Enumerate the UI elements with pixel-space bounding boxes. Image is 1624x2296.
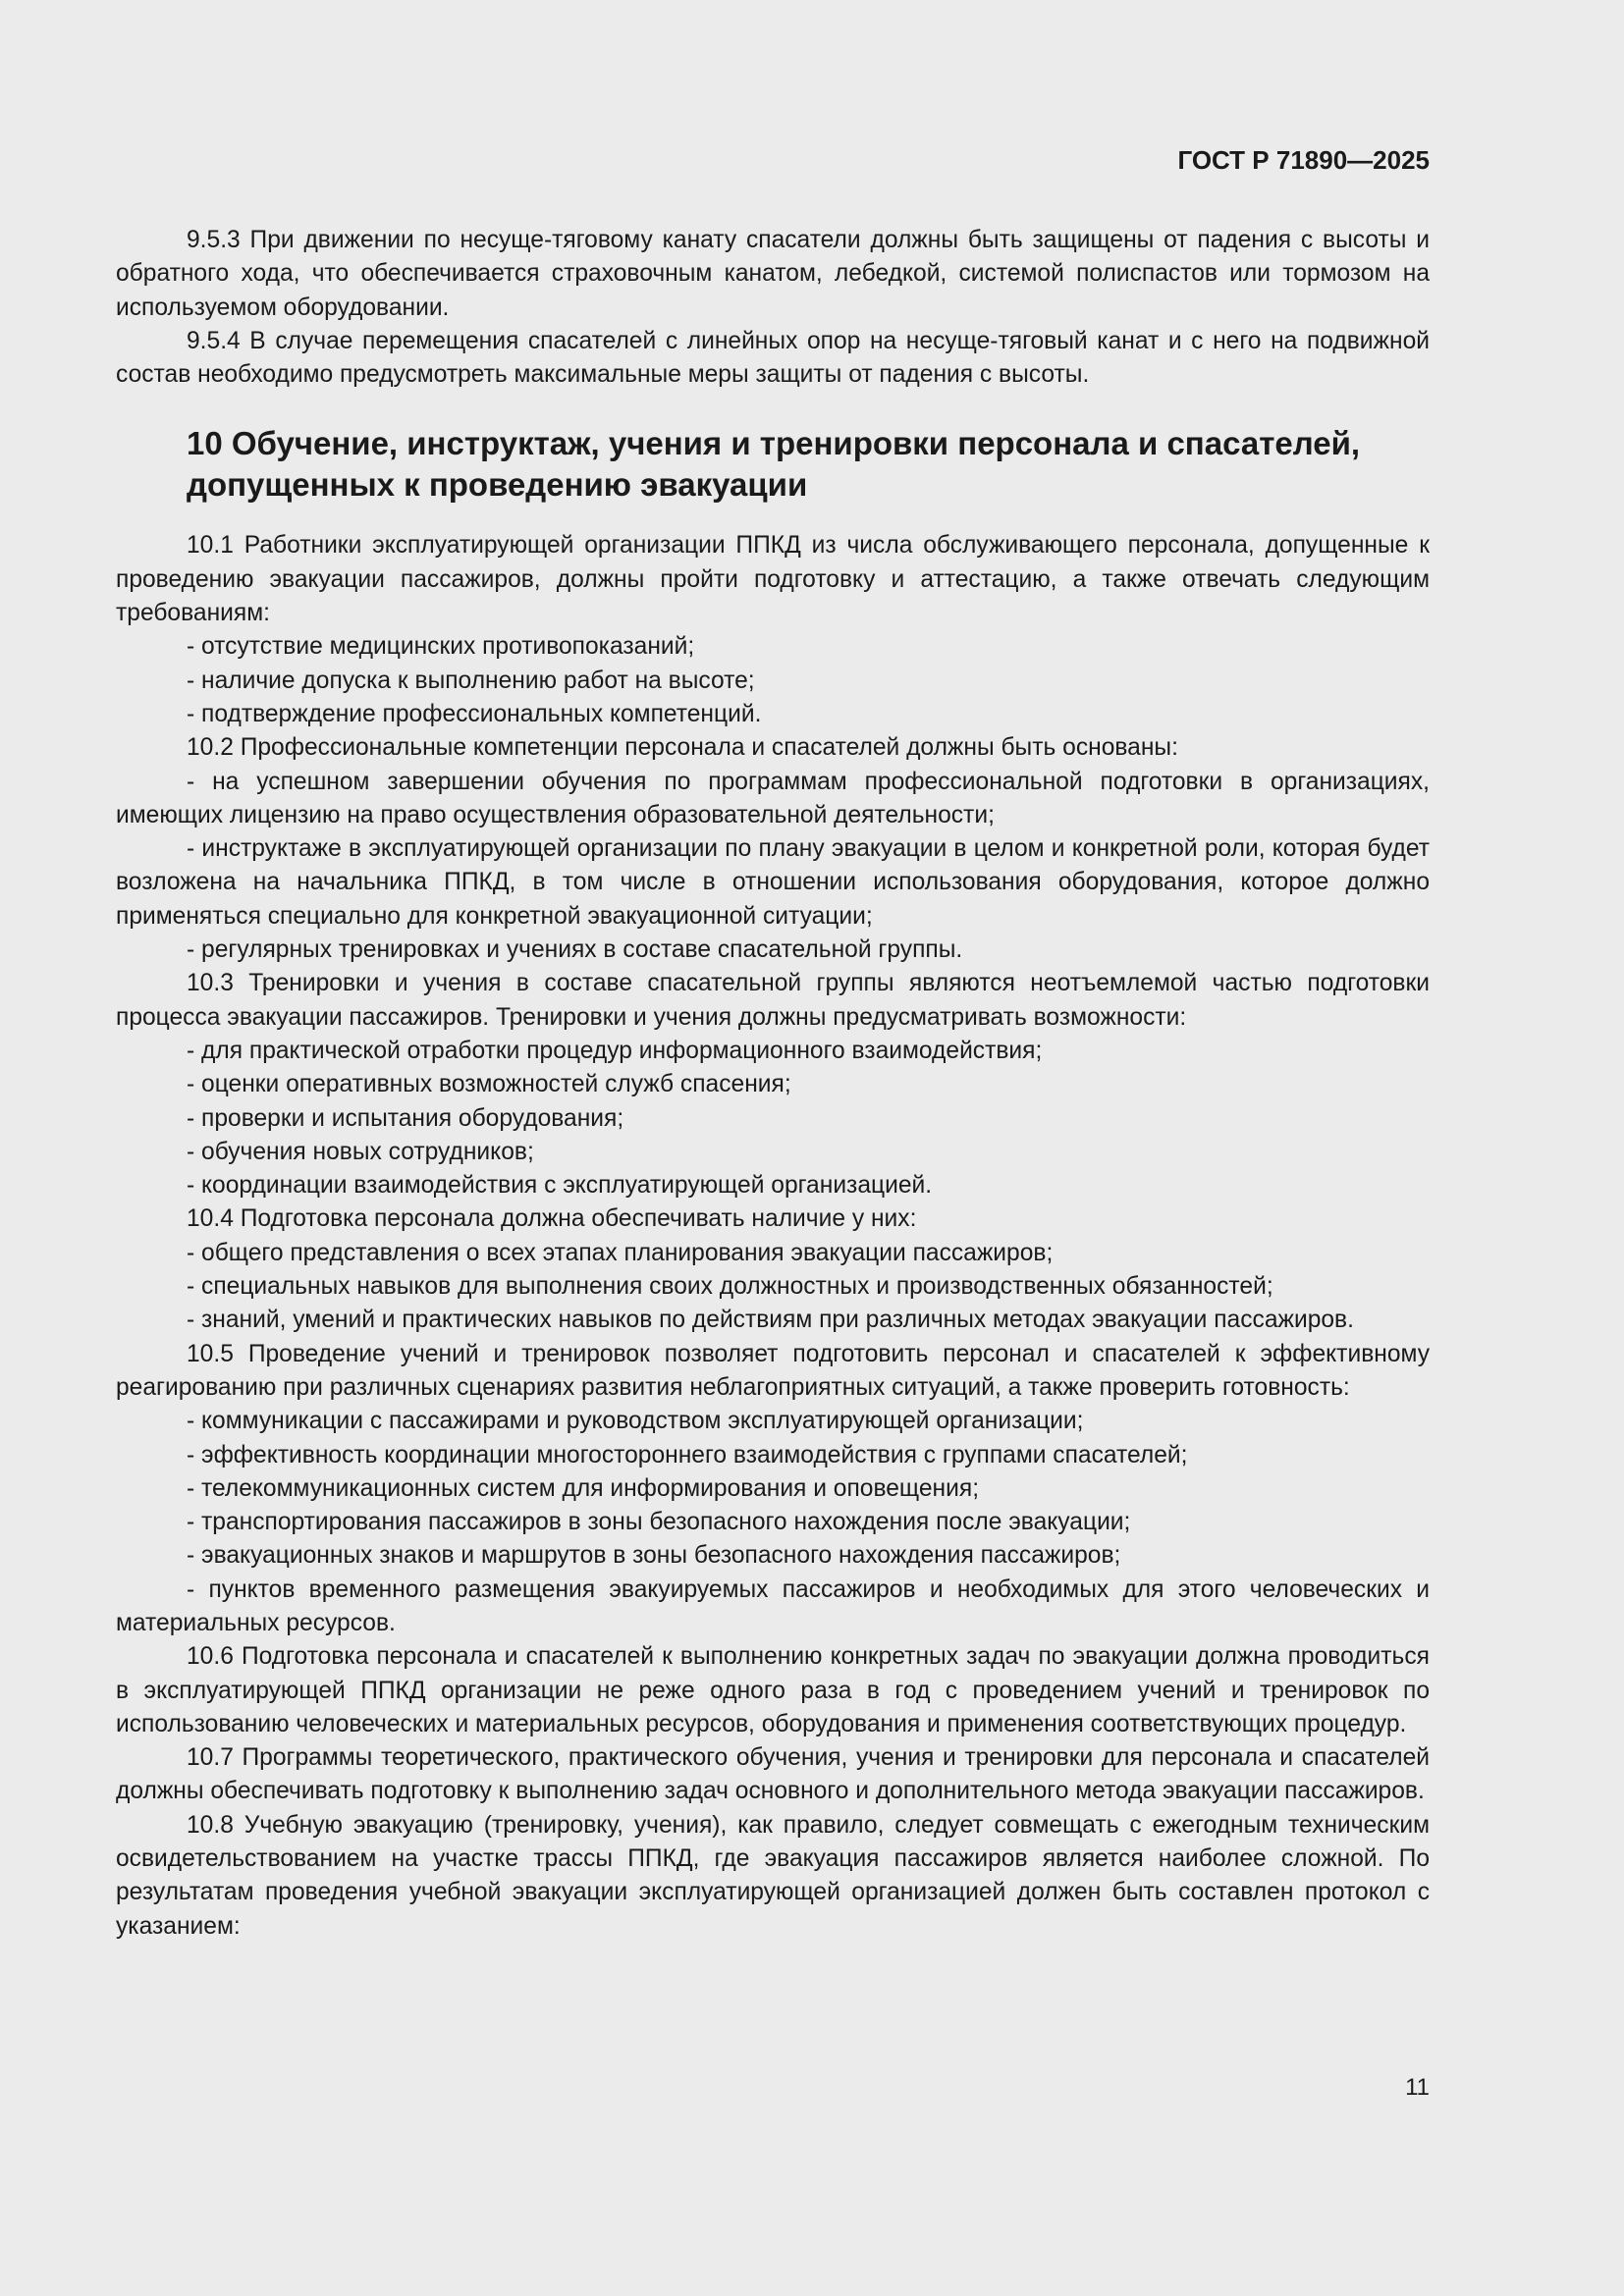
paragraph: 10.1 Работники эксплуатирующей организации ППКД из числа обслуживающего персонала, допущенные к проведению эвакуации пассажиров, должны пройти подготовку и аттестацию, а также отвечать следующим требованиям: xyxy=(116,532,1430,627)
list-item: - пунктов временного размещения эвакуируемых пассажиров и необходимых для этого человеческих и материальных ресурсов. xyxy=(116,1575,1430,1636)
paragraph: 9.5.4 В случае перемещения спасателей с линейных опор на несуще-тяговый канат и с него на подвижной состав необходимо предусмотреть максимальные меры защиты от падения с высоты. xyxy=(116,327,1430,389)
list-item: - регулярных тренировках и учениях в составе спасательной группы. xyxy=(187,936,963,964)
list-item: - отсутствие медицинских противопоказаний; xyxy=(187,633,695,661)
paragraph: 10.8 Учебную эвакуацию (тренировку, учения), как правило, следует совмещать с ежегодным техническим освидетельствованием на участке трассы ППКД, где эвакуация пассажиров является наиболее сложной. По результатам проведения учебной эвакуации эксплуатирующей организацией должен быть составлен протокол с указанием: xyxy=(116,1811,1430,1940)
paragraph: 10.5 Проведение учений и тренировок позволяет подготовить персонал и спасателей к эффективному реагированию при различных сценариях развития неблагоприятных ситуаций, а также проверить готовность: xyxy=(116,1340,1430,1401)
document-code: ГОСТ Р 71890—2025 xyxy=(1177,145,1430,175)
list-item: - координации взаимодействия с эксплуатирующей организацией. xyxy=(187,1172,933,1200)
list-item: - обучения новых сотрудников; xyxy=(187,1138,534,1165)
paragraph: 10.7 Программы теоретического, практического обучения, учения и тренировки для персонала и спасателей должны обеспечивать подготовку к выполнению задач основного и дополнительного метода эвакуации пассажиров. xyxy=(116,1744,1430,1805)
list-item: - эвакуационных знаков и маршрутов в зоны безопасного нахождения пассажиров; xyxy=(187,1542,1121,1570)
section-heading: 10 Обучение, инструктаж, учения и тренировки персонала и спасателей, допущенных к проведению эвакуации xyxy=(187,425,1361,504)
list-item: - для практической отработки процедур информационного взаимодействия; xyxy=(187,1037,1043,1064)
list-item: - подтверждение профессиональных компетенций. xyxy=(187,700,762,727)
list-item: - проверки и испытания оборудования; xyxy=(187,1104,624,1132)
list-item: - оценки оперативных возможностей служб спасения; xyxy=(187,1071,791,1098)
list-item: - знаний, умений и практических навыков по действиям при различных методах эвакуации пассажиров. xyxy=(187,1307,1354,1334)
list-item: - телекоммуникационных систем для информирования и оповещения; xyxy=(187,1474,980,1502)
list-item: - эффективность координации многостороннего взаимодействия с группами спасателей; xyxy=(187,1441,1188,1468)
document-body xyxy=(116,224,1430,1944)
list-item: - инструктаже в эксплуатирующей организации по плану эвакуации в целом и конкретной роли, которая будет возложена на начальника ППКД, в том числе в отношении использования оборудования, которое должно применяться специально для конкретной эвакуационной ситуации; xyxy=(116,835,1430,930)
page-number: 11 xyxy=(1405,2074,1430,2101)
list-item: - коммуникации с пассажирами и руководством эксплуатирующей организации; xyxy=(187,1408,1084,1435)
paragraph: 10.3 Тренировки и учения в составе спасательной группы являются неотъемлемой частью подготовки процесса эвакуации пассажиров. Тренировки и учения должны предусматривать возможности: xyxy=(116,970,1430,1031)
list-item: - специальных навыков для выполнения своих должностных и производственных обязанностей; xyxy=(187,1273,1273,1301)
list-item: - транспортирования пассажиров в зоны безопасного нахождения после эвакуации; xyxy=(187,1509,1131,1536)
list-item: - на успешном завершении обучения по программам профессиональной подготовки в организациях, имеющих лицензию на право осуществления образовательной деятельности; xyxy=(116,768,1430,828)
paragraph: 9.5.3 При движении по несуще-тяговому канату спасатели должны быть защищены от падения с высоты и обратного хода, что обеспечивается страховочным канатом, лебедкой, системой полиспастов или тормозом на используемом оборудовании. xyxy=(116,227,1430,321)
list-item: - наличие допуска к выполнению работ на высоте; xyxy=(187,667,755,694)
paragraph: 10.4 Подготовка персонала должна обеспечивать наличие у них: xyxy=(187,1205,917,1233)
paragraph: 10.6 Подготовка персонала и спасателей к выполнению конкретных задач по эвакуации должна проводиться в эксплуатирующей ППКД организации не реже одного раза в год с проведением учений и тренировок по использованию человеческих и материальных ресурсов, оборудования и применения соответствующих процедур. xyxy=(116,1643,1430,1737)
paragraph: 10.2 Профессиональные компетенции персонала и спасателей должны быть основаны: xyxy=(187,734,1178,762)
list-item: - общего представления о всех этапах планирования эвакуации пассажиров; xyxy=(187,1239,1054,1266)
